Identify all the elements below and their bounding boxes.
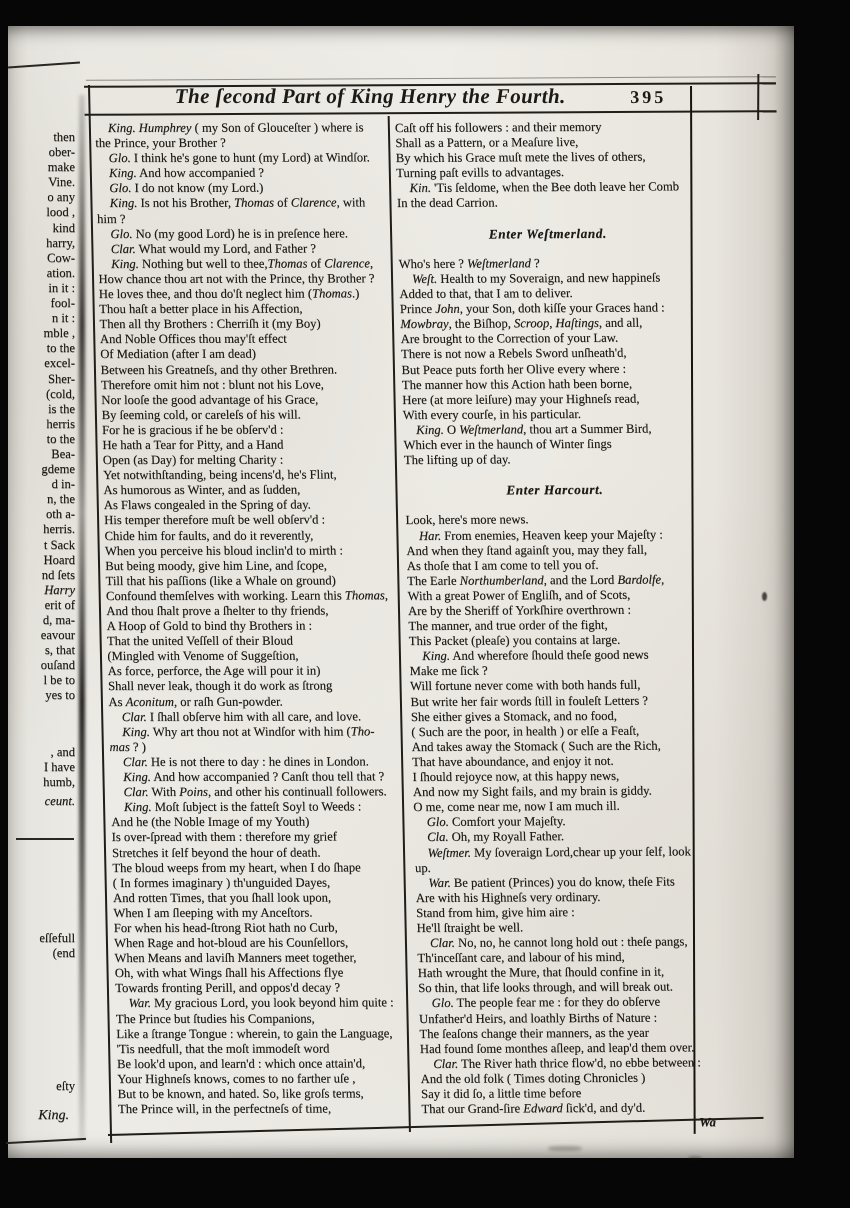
text-line: him ? xyxy=(96,211,126,226)
text-line: But being moody, give him Line, and ſcope, xyxy=(105,558,328,573)
text-line: Are brought to the Correction of your Law. xyxy=(400,330,619,347)
text-line: For when his head-ſtrong Riot hath no Curb, xyxy=(113,920,338,935)
text-line: Confound themſelves with working. Learn this Thomas, xyxy=(105,588,389,603)
text-line: By which his Grace muſt mete the lives of others, xyxy=(395,149,646,166)
text-line: But write her fair words ſtill in fouleſt Letters ? xyxy=(410,693,649,709)
margin-fragment: , and xyxy=(50,744,75,759)
text-line: Enter Harcourt. xyxy=(506,482,604,498)
text-line: A Hoop of Gold to bind thy Brothers in : xyxy=(106,618,313,634)
text-line: Like a ſtrange Tongue : wherein, to gain the Language, xyxy=(116,1025,393,1041)
margin-fragment: to the xyxy=(46,341,75,356)
margin-fragment: Cow- xyxy=(47,250,75,265)
text-line: He loves thee, and thou do'ſt neglect him (Thomas.) xyxy=(98,286,360,302)
text-line: That the united Veſſell of their Bloud xyxy=(106,633,294,649)
text-line: When I am ſleeping with my Anceſtors. xyxy=(113,905,313,920)
margin-fragment: Vine. xyxy=(48,175,75,190)
margin-fragment: fool- xyxy=(50,296,75,311)
margin-fragment: King. xyxy=(38,1108,69,1124)
ink-smudge xyxy=(548,1146,582,1151)
margin-fragment: gdeme xyxy=(41,462,75,477)
text-line: As Flaws congealed in the Spring of day. xyxy=(103,497,311,513)
margin-fragment: kind xyxy=(52,220,75,235)
rule-right-corner xyxy=(757,74,759,120)
text-line: King. Is not his Brother, Thomas of Clarence, with xyxy=(109,195,366,211)
text-line: Shall as a Pattern, or a Meaſure live, xyxy=(395,134,579,151)
text-line: King. And how accompanied ? xyxy=(108,165,265,181)
text-line: The manner, and true order of the fight, xyxy=(408,617,608,634)
text-line: When you perceive his bloud inclin'd to mirth : xyxy=(104,543,344,558)
text-line: Glo. I think he's gone to hunt (my Lord) at Windſor. xyxy=(108,150,370,166)
text-line: And he (the Noble Image of my Youth) xyxy=(111,814,310,830)
page-title: The ſecond Part of King Henry the Fourth. xyxy=(174,84,566,108)
margin-fragment: ceunt. xyxy=(44,793,75,808)
text-line: And now my Sight fails, and my brain is giddy. xyxy=(412,783,652,800)
text-line: War. My gracious Lord, you look beyond him quite : xyxy=(128,995,394,1011)
text-line: Clar. The River hath thrice flow'd, no ebbe between : xyxy=(433,1055,701,1071)
margin-fragment: mble , xyxy=(43,326,75,341)
text-line: Between his Greatneſs, and thy other Brethren. xyxy=(100,361,338,377)
text-line: There is not now a Rebels Sword unſheath'd, xyxy=(400,346,627,362)
margin-fragment: then xyxy=(53,130,75,144)
margin-fragment: is the xyxy=(48,401,75,416)
text-line: When Means and laviſh Manners meet together, xyxy=(114,950,357,966)
text-line: Prince John, your Son, doth kiſſe your Graces hand : xyxy=(399,300,665,317)
text-line: Towards fronting Perill, and oppos'd decay ? xyxy=(115,980,341,996)
margin-fragment: oth a- xyxy=(45,507,75,522)
margin-fragment: (end xyxy=(52,946,75,961)
text-line: mas ? ) xyxy=(109,739,147,754)
text-line: Will fortune never come with both hands full, xyxy=(409,678,641,694)
text-line: Glo. Comfort your Majeſty. xyxy=(426,814,566,830)
margin-fragment: n, the xyxy=(47,492,75,507)
text-line: With a great Power of Engliſh, and of Scots, xyxy=(407,587,631,603)
text-line: Are with his Highneſs very ordinary. xyxy=(415,889,601,905)
text-line: Say it did ſo, a little time before xyxy=(420,1086,582,1101)
margin-fragment: I have xyxy=(43,759,75,774)
text-line: 'Tis needfull, that the moſt immodeſt word xyxy=(116,1041,330,1056)
text-line: Th'inceſſant care, and labour of his mind, xyxy=(417,949,625,966)
text-line: With every courſe, in his particular. xyxy=(402,406,582,422)
text-line: So thin, that life looks through, and will break out. xyxy=(418,979,674,996)
text-line: King. And how accompanied ? Canſt thou tell that ? xyxy=(123,769,385,784)
text-line: How chance thou art not with the Prince, thy Brother ? xyxy=(98,271,375,286)
text-line: He hath a Tear for Pitty, and a Hand xyxy=(102,437,284,452)
ink-smudge xyxy=(688,1156,702,1160)
margin-fragment: erit of xyxy=(44,597,75,612)
margin-fragment: d in- xyxy=(51,477,75,492)
text-line: This Packet (pleaſe) you contains at large. xyxy=(408,632,621,649)
text-line: Clar. He is not there to day : he dines in London. xyxy=(122,754,369,769)
text-line: Shall never leak, though it do work as ſtrong xyxy=(107,678,333,694)
page-number: 395 xyxy=(630,87,667,107)
text-line: Unfather'd Heirs, and loathly Births of Nature : xyxy=(418,1010,658,1026)
margin-fragment: make xyxy=(47,160,75,175)
text-line: She either gives a Stomack, and no food, xyxy=(410,708,618,724)
text-line: Cla. Oh, my Royall Father. xyxy=(426,829,565,845)
text-line: And thou ſhalt prove a ſhelter to thy friends, xyxy=(106,603,329,618)
text-line: That have aboundance, and enjoy it not. xyxy=(411,753,614,769)
text-line: I ſhould rejoyce now, at this happy news, xyxy=(412,768,620,785)
margin-fragment: eavour xyxy=(40,628,75,643)
text-line: Till that his paſſions (like a Whale on ground) xyxy=(105,573,336,588)
text-line: But to be known, and hated. So, like groſs terms, xyxy=(117,1086,364,1101)
text-line: As Aconitum, or raſh Gun-powder. xyxy=(108,694,283,709)
text-line: Weſt. Health to my Soveraign, and new happineſs xyxy=(411,270,661,286)
text-line: Weſtmer. My ſoveraign Lord,chear up your ſelf, look xyxy=(427,843,691,860)
text-line: Oh, with what Wings ſhall his Affections flye xyxy=(114,965,344,981)
text-line: Stretches it ſelf beyond the hour of death. xyxy=(111,844,321,860)
text-line: In the dead Carrion. xyxy=(396,195,498,211)
margin-fragment: t Sack xyxy=(43,537,75,552)
left-column xyxy=(95,120,410,1117)
text-line: For he is gracious if he be obſerv'd : xyxy=(101,422,284,437)
text-line: By ſeeming cold, or careleſs of his will. xyxy=(101,407,301,422)
ink-speck xyxy=(762,592,767,601)
text-line: Who's here ? Weſtmerland ? xyxy=(398,255,540,271)
text-line: Clar. I ſhall obſerve him with all care, and love. xyxy=(121,708,362,724)
margin-fragment: ation. xyxy=(46,265,75,280)
margin-fragment: d, ma- xyxy=(42,613,75,627)
text-line: Which ever in the haunch of Winter ſings xyxy=(403,436,612,452)
text-line: As thoſe that I am come to tell you of. xyxy=(406,557,599,573)
text-line: Mowbray, the Biſhop, Scroop, Haſtings, and all, xyxy=(400,315,643,332)
text-line: up. xyxy=(414,860,431,875)
text-line: And the old folk ( Times doting Chronicles ) xyxy=(420,1070,646,1086)
text-line: Therefore omit him not : blunt not his Love, xyxy=(100,377,324,392)
text-line: Of Mediation (after I am dead) xyxy=(100,346,257,362)
text-line: Stand from him, give him aire : xyxy=(415,904,575,920)
text-line: King. Nothing but well to thee,Thomas of Clarence, xyxy=(110,256,374,271)
text-line: Nor looſe the good advantage of his Grace, xyxy=(101,392,319,407)
text-line: He'll ſtraight be well. xyxy=(416,920,524,935)
margin-fragment: (cold, xyxy=(45,386,75,401)
margin-fragment: l be to xyxy=(43,673,75,688)
text-line: Look, here's more news. xyxy=(405,512,529,528)
margin-fragment: herris. xyxy=(43,522,75,537)
text-line: Added to that, that I am to deliver. xyxy=(399,285,573,302)
text-line: The Prince but ſtudies his Companions, xyxy=(115,1011,315,1026)
margin-fragment: eſſefull xyxy=(39,930,75,945)
text-line: King. O Weſtmerland, thou art a Summer Bird, xyxy=(415,421,652,437)
text-line: And Noble Offices thou may'ſt effect xyxy=(99,331,287,347)
margin-fragment: excel- xyxy=(44,356,75,371)
margin-fragment: in it : xyxy=(48,280,75,295)
text-line: The ſeaſons change their manners, as the year xyxy=(419,1025,649,1041)
text-line: Open (as Day) for melting Charity : xyxy=(102,452,284,468)
margin-fragment: Bea- xyxy=(51,446,75,461)
text-line: The Earle Northumberland, and the Lord Bardolfe, xyxy=(407,572,665,588)
text-line: Glo. No (my good Lord) he is in preſence here. xyxy=(110,226,349,241)
margin-fragment: nd ſets xyxy=(41,567,75,582)
text-line: O me, come near me, now I am much ill. xyxy=(413,798,620,815)
text-line: Make me ſick ? xyxy=(409,663,488,679)
margin-fragment: s, that xyxy=(44,643,75,658)
text-line: Thou haſt a better place in his Affection, xyxy=(99,301,303,317)
text-line: Is over-ſpread with them : therefore my grief xyxy=(111,829,338,845)
text-line: ( In formes imaginary ) th'unguided Dayes, xyxy=(112,875,331,890)
text-line: And rotten Times, that you ſhall look upon, xyxy=(112,890,332,905)
text-line: And takes away the Stomack ( Such are the Rich, xyxy=(411,738,661,754)
text-line: Hath wrought the Mure, that ſhould confine in it, xyxy=(417,964,665,981)
text-line: King. Moſt ſubject is the fatteſt Soyl to Weeds : xyxy=(123,799,362,815)
text-line: Enter Weſtmerland. xyxy=(488,225,608,242)
right-column xyxy=(395,119,722,1132)
rule-below-header xyxy=(85,110,777,115)
margin-fragment: to the xyxy=(46,431,75,446)
margin-fragment: Sher- xyxy=(47,371,75,386)
text-line: King. Why art thou not at Windſor with him (Tho- xyxy=(121,724,375,739)
text-line: As humorous as Winter, and as ſudden, xyxy=(103,482,301,498)
margin-fragment: harry, xyxy=(46,235,75,250)
text-line: Your Highneſs knows, comes to no farther uſe , xyxy=(117,1071,356,1086)
margin-fragment: o any xyxy=(47,190,75,205)
text-line: Caſt off his followers : and their memory xyxy=(394,119,602,135)
margin-fragment: Hoard xyxy=(43,552,75,567)
text-line: Be look'd upon, and learn'd : which once attain'd, xyxy=(116,1056,366,1071)
text-line: King. Humphrey ( my Son of Glouceſter ) where is xyxy=(107,120,364,135)
text-line: Then all thy Brothers : Cherriſh it (my Boy) xyxy=(99,316,321,332)
margin-fragment: herris xyxy=(46,416,75,431)
text-line: Chide him for faults, and do it reverently, xyxy=(104,527,314,543)
text-line: Clar. With Poins, and other his continuall followers. xyxy=(123,784,387,800)
text-line: War. Be patient (Princes) you do know, theſe Fits xyxy=(428,874,675,890)
text-line: Turning paſt evills to advantages. xyxy=(395,165,565,181)
text-line: But Peace puts forth her Olive every where : xyxy=(401,361,627,377)
text-line: Kin. 'Tis ſeldome, when the Bee doth leave her Comb xyxy=(409,179,680,196)
text-line: The manner how this Action hath been borne, xyxy=(401,376,633,392)
text-line: As force, perforce, the Age will pour it in) xyxy=(107,663,321,679)
margin-fragment: lood , xyxy=(46,205,75,220)
text-line: And when they ſtand againſt you, may they fall, xyxy=(406,542,648,558)
text-line: Glo. I do not know (my Lord.) xyxy=(109,180,264,196)
text-line: The lifting up of day. xyxy=(403,452,511,468)
margin-fragment: yes to xyxy=(45,688,75,703)
margin-fragment: humb, xyxy=(43,774,75,789)
text-line: King. And wherefore ſhould theſe good news xyxy=(422,647,649,664)
text-line: Are by the Sheriff of Yorkſhire overthrown : xyxy=(407,602,632,618)
text-line: Clar. What would my Lord, and Father ? xyxy=(110,241,317,256)
text-line: (Mingled with Venome of Suggeſtion, xyxy=(107,648,299,664)
text-line: the Prince, your Brother ? xyxy=(95,135,226,151)
text-line: Har. From enemies, Heaven keep your Majeſty : xyxy=(418,526,663,543)
margin-fragment: ouſand xyxy=(40,658,75,673)
text-line: Here (at more leiſure) may your Highneſs read, xyxy=(402,391,640,407)
text-line: The Prince will, in the perfectneſs of time, xyxy=(117,1101,332,1117)
text-line: That our Grand-ſire Edward ſick'd, and dy'd. xyxy=(421,1100,646,1117)
rule-top-faint xyxy=(86,76,776,81)
text-line: Yet notwithſtanding, being incens'd, he's Flint, xyxy=(102,467,337,483)
margin-fragment: eſty xyxy=(56,1079,75,1094)
margin-fragment: Harry xyxy=(44,582,75,597)
text-line: When Rage and hot-bloud are his Counſellors, xyxy=(113,935,349,951)
text-line: ( Such are the poor, in health ) or elſe a Feaſt, xyxy=(411,723,640,739)
text-line: Glo. The people fear me : for they do obſerve xyxy=(431,994,661,1011)
text-line: His temper therefore muſt be well obſerv'd : xyxy=(104,512,326,528)
text-line: Clar. No, no, he cannot long hold out : theſe pangs, xyxy=(429,934,688,950)
text-line: Wa xyxy=(699,1115,717,1130)
margin-fragment: n it : xyxy=(51,311,75,326)
margin-fragment: ober- xyxy=(48,145,75,160)
text-line: Had found ſome monthes aſleep, and leap'd them over. xyxy=(419,1040,695,1056)
text-line: The bloud weeps from my heart, when I do ſhape xyxy=(112,859,361,875)
